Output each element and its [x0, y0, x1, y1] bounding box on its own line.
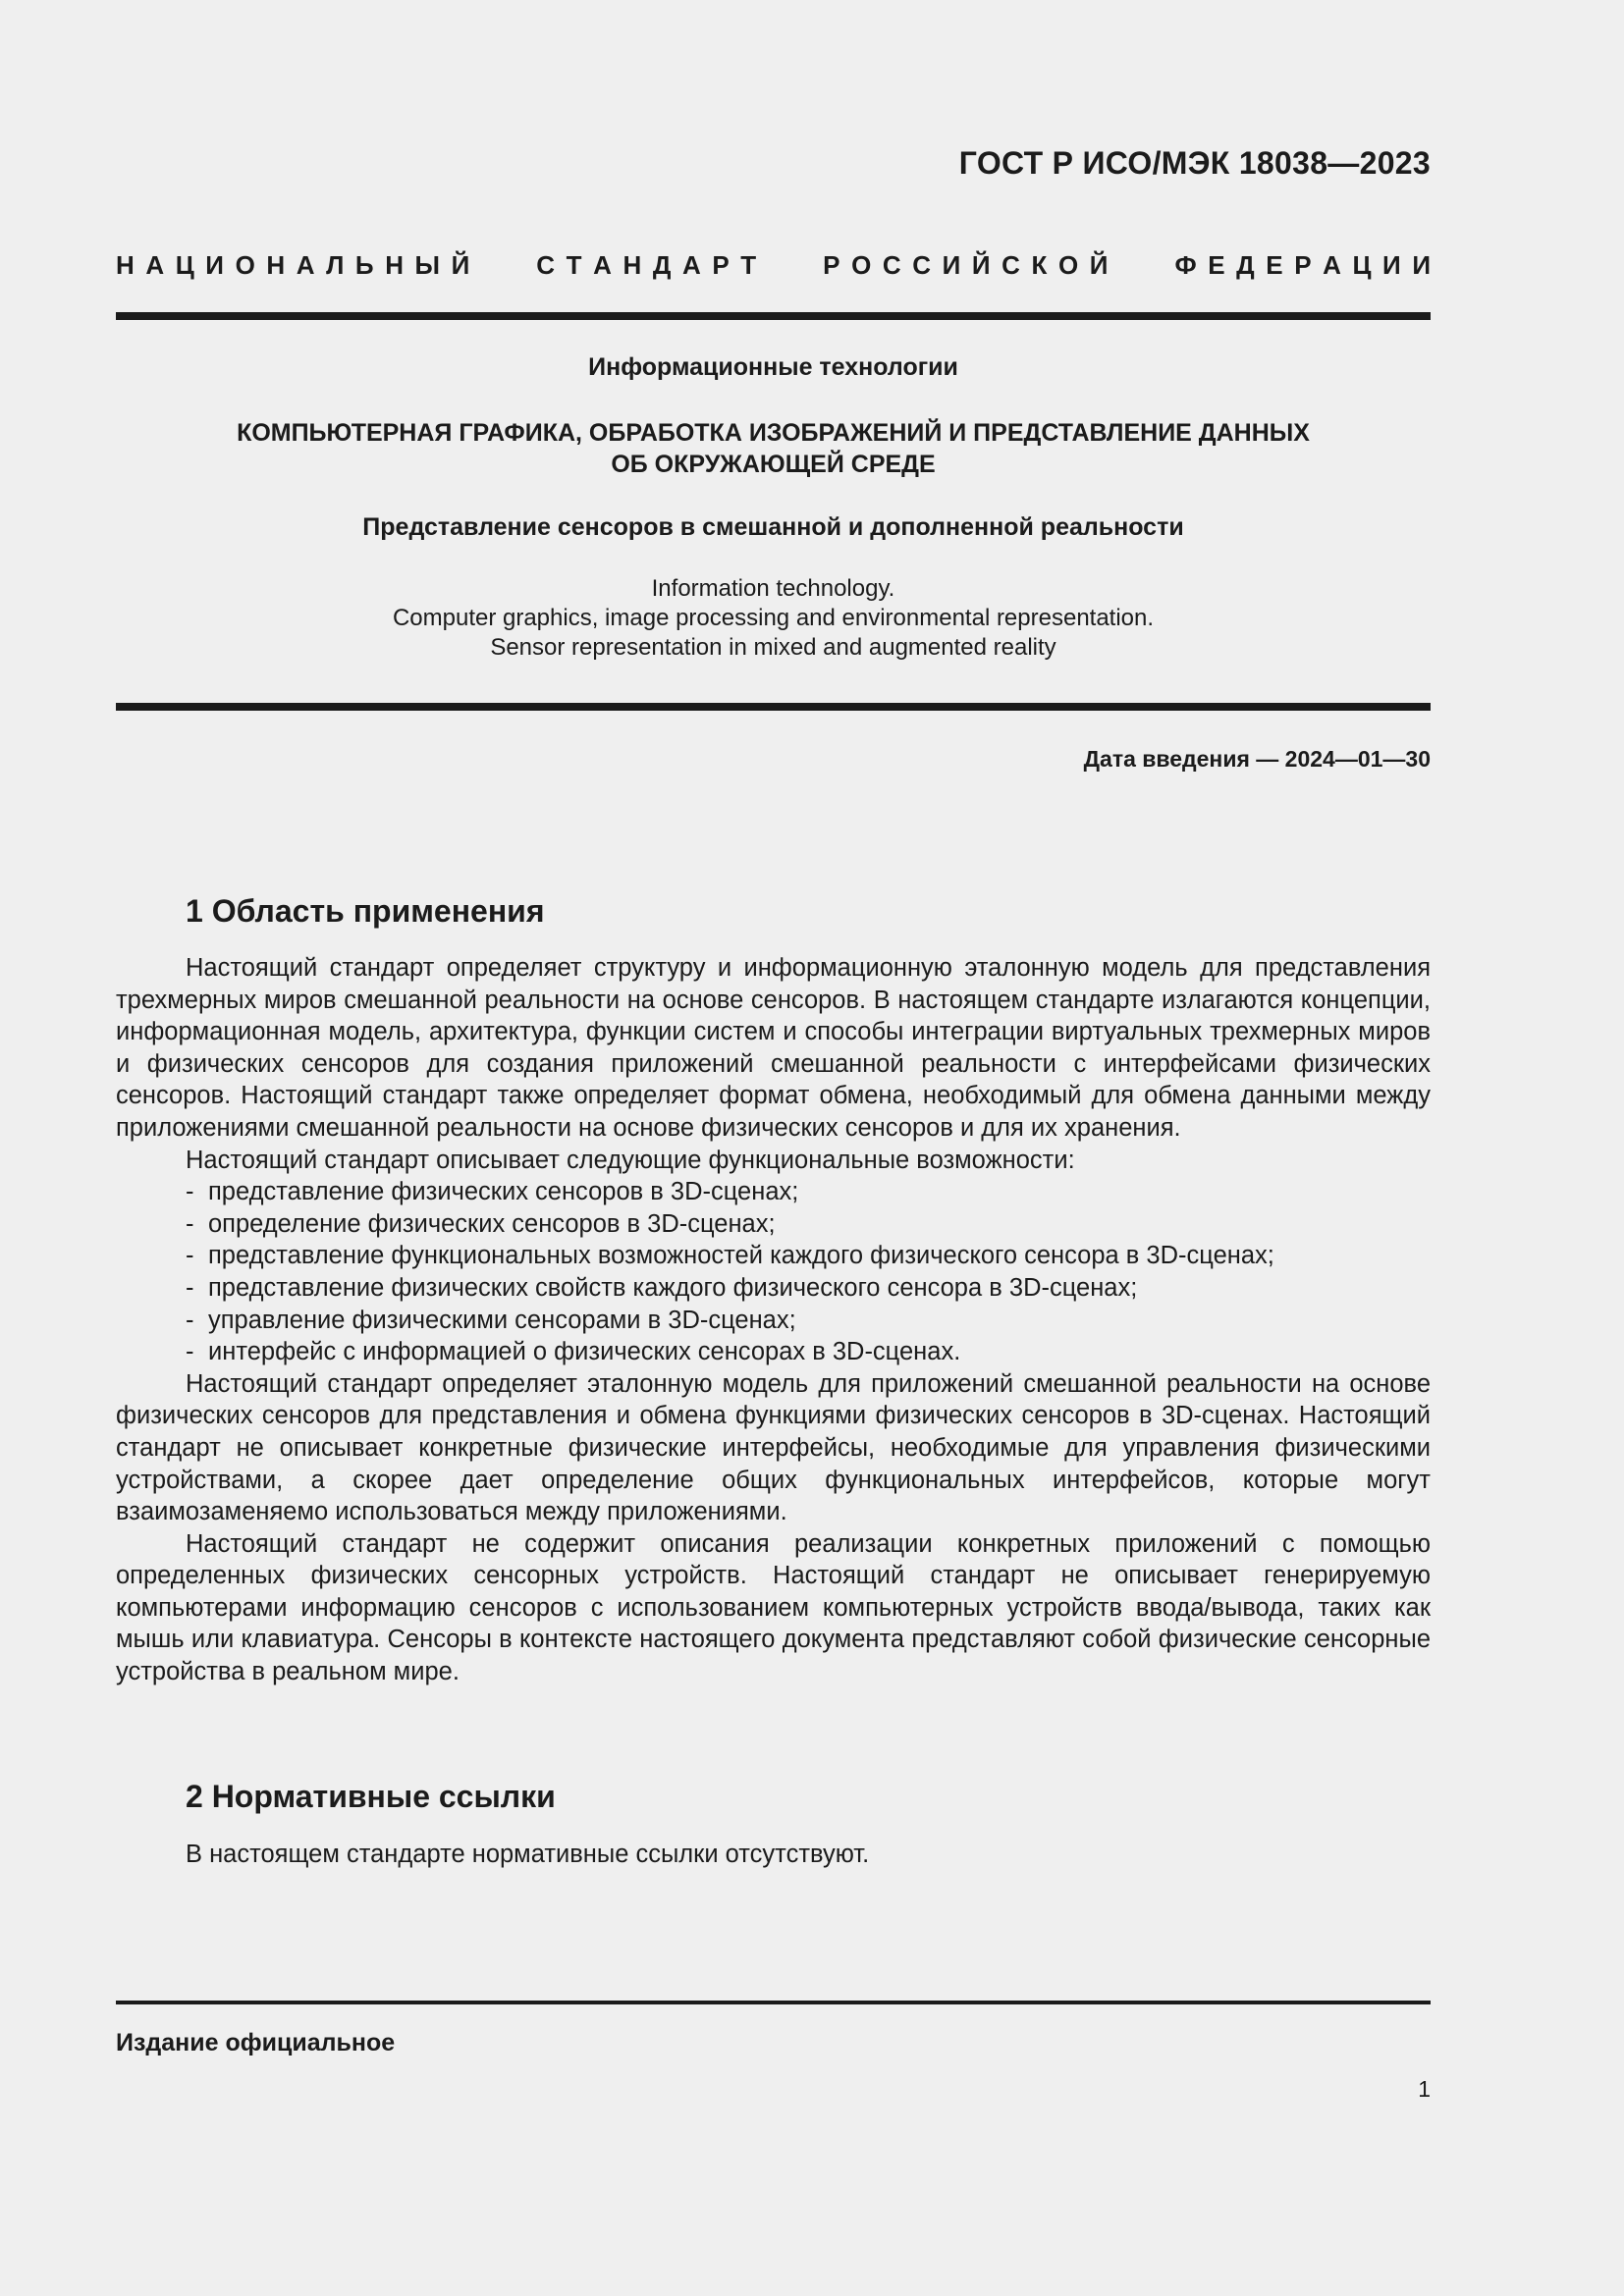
heading-letter: Й	[451, 250, 470, 280]
heading-letter: Н	[116, 250, 135, 280]
list-item: - управление физическими сенсорами в 3D-сценах;	[186, 1306, 796, 1334]
heading-letter: О	[235, 250, 255, 280]
heading-letter: Ь	[354, 250, 374, 280]
heading-letter: О	[1057, 250, 1079, 280]
heading-letter: И	[1382, 250, 1401, 280]
introduction-date: Дата введения — 2024—01—30	[1083, 746, 1431, 772]
subtitle: Представление сенсоров в смешанной и дополненной реальности	[362, 513, 1184, 541]
heading-space	[500, 250, 507, 281]
heading-letter: Р	[712, 250, 730, 280]
heading-letter: Е	[1266, 250, 1283, 280]
english-title-line2: Computer graphics, image processing and environmental representation.	[392, 605, 1155, 631]
official-edition-label: Издание официальное	[116, 2029, 396, 2056]
main-title-line2: ОБ ОКРУЖАЮЩЕЙ СРЕДЕ	[611, 451, 936, 478]
heading-letter: А	[681, 250, 701, 280]
heading-letter: О	[851, 250, 872, 280]
main-title	[116, 417, 1431, 480]
section1-paragraph-4: Настоящий стандарт не содержит описания реализации конкретных приложений с помощью определенных физических сенсорных устройств. Настоящий стандарт не описывает генерируемую компьютерами информацию сенсоров с использованием компьютерных устройств ввода/вывода, таких как мышь или клавиатура. Сенсоры в контексте настоящего документа представляют собой физические сенсорные устройства в реальном мире.	[116, 1529, 1431, 1686]
section2-body	[116, 1839, 1431, 1871]
heading-space	[1138, 250, 1145, 281]
heading-space	[517, 250, 524, 281]
page-content	[116, 0, 1431, 2296]
heading-space	[1157, 250, 1164, 281]
heading-letter: Л	[326, 250, 345, 280]
list-item: - представление функциональных возможностей каждого физического сенсора в 3D-сценах;	[186, 1242, 1274, 1270]
heading-letter: Ф	[1174, 250, 1197, 280]
english-title-line1: Information technology.	[651, 575, 895, 602]
heading-letter: Т	[566, 250, 582, 280]
heading-letter: Ц	[175, 250, 194, 280]
list-item: - определение физических сенсоров в 3D-сценах;	[186, 1209, 776, 1238]
heading-letter: Р	[823, 250, 840, 280]
heading-letter: К	[1031, 250, 1048, 280]
heading-letter: Ы	[414, 250, 441, 280]
heading-letter: Т	[740, 250, 757, 280]
heading-letter: А	[593, 250, 612, 280]
functional-capabilities-list	[116, 1176, 1431, 1368]
heading-letter: Р	[1294, 250, 1312, 280]
top-rule	[116, 312, 1431, 320]
section1-paragraph-2: Настоящий стандарт описывает следующие функциональные возможности:	[186, 1146, 1075, 1174]
heading-letter: Е	[1208, 250, 1225, 280]
main-title-line1: КОМПЬЮТЕРНАЯ ГРАФИКА, ОБРАБОТКА ИЗОБРАЖЕНИЙ И ПРЕДСТАВЛЕНИЕ ДАННЫХ	[237, 419, 1310, 447]
heading-letter: Д	[1236, 250, 1255, 280]
heading-letter: С	[1001, 250, 1020, 280]
list-item: - интерфейс с информацией о физических сенсорах в 3D-сценах.	[186, 1338, 961, 1366]
heading-letter: С	[536, 250, 556, 280]
heading-space	[768, 250, 775, 281]
section1-heading: 1 Область применения	[186, 893, 545, 929]
section2-heading: 2 Нормативные ссылки	[186, 1779, 556, 1814]
heading-letter: А	[296, 250, 315, 280]
heading-letter: Н	[623, 250, 642, 280]
heading-letter: И	[1412, 250, 1431, 280]
subject-heading: Информационные технологии	[588, 353, 958, 381]
national-standard-heading	[116, 250, 1431, 281]
document-code: ГОСТ Р ИСО/МЭК 18038—2023	[958, 145, 1431, 181]
heading-letter: А	[145, 250, 165, 280]
section1-paragraph-1: Настоящий стандарт определяет структуру и информационную эталонную модель для представления трехмерных миров смешанной реальности на основе сенсоров. В настоящем стандарте излагаются концепции, информационная модель, архитектура, функции систем и способы интеграции виртуальных трехмерных миров и физических сенсоров для создания приложений смешанной реальности с интерфейсами физических сенсоров. Настоящий стандарт также определяет формат обмена, необходимый для обмена данными между приложениями смешанной реальности на основе физических сенсоров и для их хранения.	[116, 954, 1431, 1142]
heading-space	[1119, 250, 1126, 281]
section1-paragraph-3: Настоящий стандарт определяет эталонную модель для приложений смешанной реальности на основе физических сенсоров для представления и обмена функциями физических сенсоров в 3D-сценах. Настоящий стандарт не описывает конкретные физические интерфейсы, необходимые для управления физическими устройствами, а скорее дает определение общих функциональных интерфейсов, которые могут взаимозаменяемо использоваться между приложениями.	[116, 1369, 1431, 1526]
heading-letter: Д	[652, 250, 672, 280]
section1-body	[116, 952, 1431, 1688]
heading-space	[804, 250, 811, 281]
heading-letter: Н	[385, 250, 404, 280]
heading-letter: Ц	[1352, 250, 1372, 280]
heading-letter: Н	[266, 250, 286, 280]
heading-space	[481, 250, 488, 281]
heading-letter: И	[942, 250, 961, 280]
footer-rule	[116, 2001, 1431, 2004]
list-item: - представление физических сенсоров в 3D-сценах;	[186, 1178, 799, 1206]
heading-letter: С	[882, 250, 901, 280]
list-item: - представление физических свойств каждого физического сенсора в 3D-сценах;	[186, 1273, 1138, 1302]
title-bottom-rule	[116, 703, 1431, 711]
heading-space	[786, 250, 793, 281]
heading-letter: С	[912, 250, 932, 280]
heading-letter: Й	[971, 250, 991, 280]
section2-paragraph-1: В настоящем стандарте нормативные ссылки отсутствуют.	[186, 1841, 870, 1868]
heading-letter: И	[205, 250, 224, 280]
english-title	[116, 574, 1431, 663]
page-number: 1	[1418, 2076, 1431, 2102]
heading-letter: А	[1323, 250, 1341, 280]
english-title-line3: Sensor representation in mixed and augmented reality	[490, 634, 1056, 661]
heading-letter: Й	[1089, 250, 1109, 280]
